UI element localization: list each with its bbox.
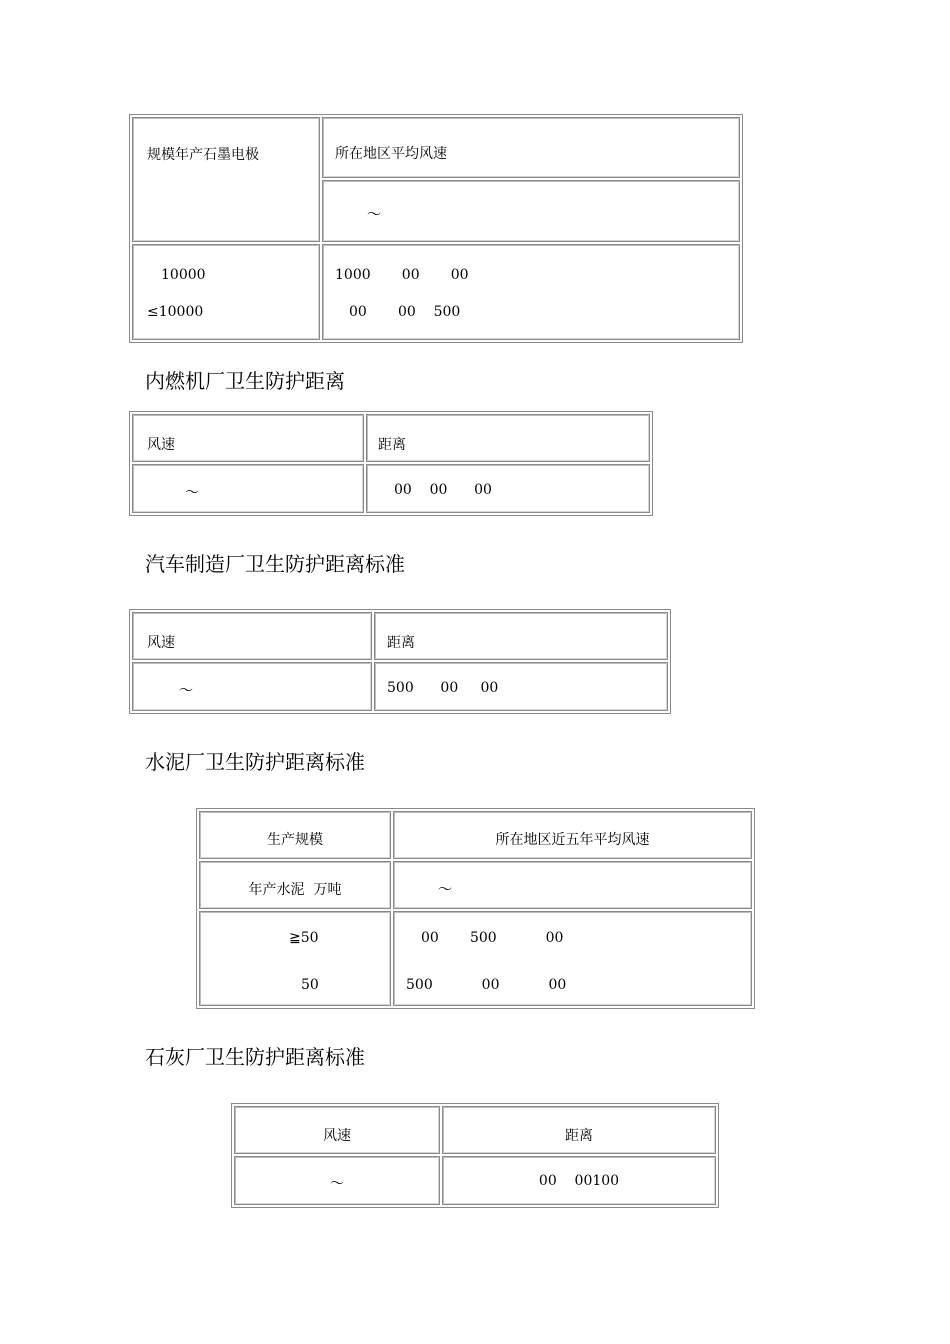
distance-header-cell	[442, 1106, 716, 1154]
distance-header-cell	[366, 414, 650, 462]
wind-speed-subheader-cell	[322, 180, 740, 242]
wind-speed-range-cell	[393, 861, 752, 909]
scale-row2-text: 50	[301, 977, 319, 993]
lime-plant-heading: 石灰厂卫生防护距离标准	[145, 1045, 365, 1069]
cement-output-unit-cell	[199, 861, 391, 909]
production-scale-header-cell	[199, 811, 391, 859]
wind-speed-range-text: ～	[438, 882, 452, 898]
cement-output-unit-text: 年产水泥 万吨	[248, 882, 342, 898]
wind-speed-header-text: 风速	[147, 635, 175, 651]
scale-header-text: 规模年产石墨电极	[147, 147, 259, 163]
engine-plant-heading: 内燃机厂卫生防护距离	[145, 369, 345, 393]
wind-speed-header-cell	[322, 117, 740, 178]
engine-plant-table	[129, 411, 653, 516]
distance-row2-text: 500 00 00	[406, 977, 567, 993]
graphite-electrode-table	[129, 114, 743, 343]
distance-header-text: 距离	[387, 635, 415, 651]
auto-plant-table	[129, 609, 671, 714]
wind-speed-range-text: ～	[367, 207, 381, 223]
wind-speed-value-cell	[132, 464, 364, 513]
distance-row2-text: 00 00 500	[349, 304, 461, 320]
production-scale-header-text: 生产规模	[267, 832, 323, 848]
scale-values-cell	[132, 244, 320, 340]
distance-header-cell	[374, 612, 668, 660]
wind-speed-header-cell	[234, 1106, 440, 1154]
distance-values-cell	[393, 911, 752, 1006]
wind-speed-header-text: 所在地区平均风速	[335, 146, 447, 162]
scale-row1-text: ≧50	[289, 930, 319, 946]
scale-header-cell	[132, 117, 320, 242]
distance-value-cell	[374, 662, 668, 711]
scale-row1-text: 10000	[161, 267, 206, 283]
wind-speed-header-text: 风速	[147, 437, 175, 453]
distance-row1-text: 1000 00 00	[335, 267, 469, 283]
scale-row2-text: ≤10000	[147, 304, 204, 320]
cement-plant-heading: 水泥厂卫生防护距离标准	[145, 750, 365, 774]
distance-value-text: 00 00100	[538, 1173, 620, 1189]
wind-speed-range-text: ～	[330, 1176, 344, 1192]
wind-speed-range-text: ～	[179, 683, 193, 699]
wind-speed-header-cell	[132, 414, 364, 462]
wind-speed-header-text: 风速	[323, 1128, 351, 1144]
wind-speed-value-cell	[132, 662, 372, 711]
wind-speed-header-cell	[132, 612, 372, 660]
distance-row1-text: 00 500 00	[421, 930, 564, 946]
wind-speed-value-cell	[234, 1156, 440, 1205]
cement-plant-table	[196, 808, 755, 1009]
distance-values-cell	[322, 244, 740, 340]
distance-value-text: 00 00 00	[394, 482, 492, 498]
wind-speed-header-text: 所在地区近五年平均风速	[495, 832, 650, 848]
lime-plant-table	[231, 1103, 719, 1208]
distance-header-text: 距离	[378, 437, 406, 453]
distance-value-cell	[442, 1156, 716, 1205]
distance-header-text: 距离	[565, 1128, 593, 1144]
distance-value-text: 500 00 00	[387, 680, 499, 696]
auto-plant-heading: 汽车制造厂卫生防护距离标准	[145, 552, 405, 576]
distance-value-cell	[366, 464, 650, 513]
scale-values-cell	[199, 911, 391, 1006]
wind-speed-header-cell	[393, 811, 752, 859]
wind-speed-range-text: ～	[185, 485, 199, 501]
